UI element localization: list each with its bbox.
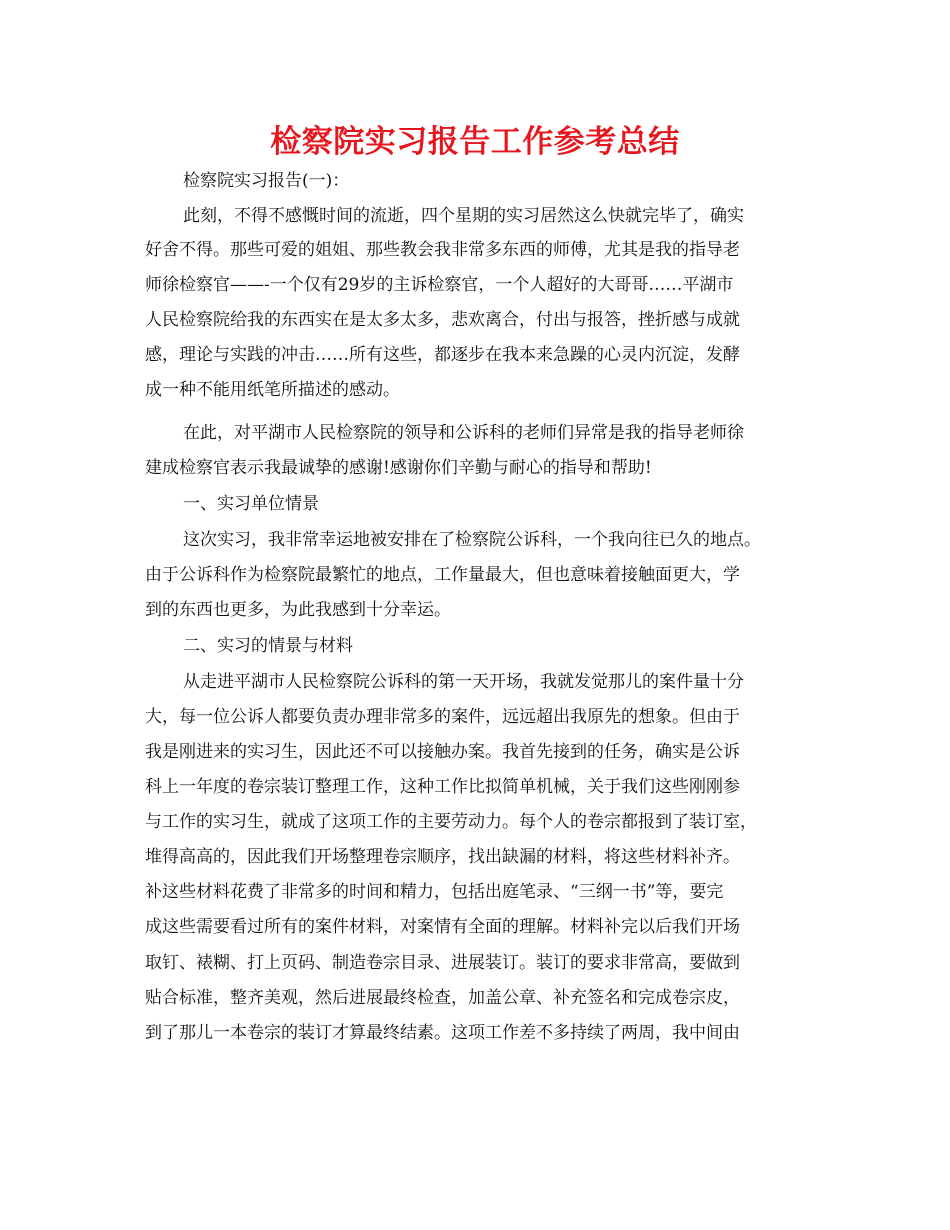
paragraph-line: 成一种不能用纸笔所描述的感动。 [145,380,400,400]
section-heading-internship-content: 二、实习的情景与材料 [183,636,353,656]
paragraph-line: 科上一年度的卷宗装订整理工作，这种工作比拟简单机械，关于我们这些刚刚参 [145,777,740,797]
paragraph-line: 到了那儿一本卷宗的装订才算最终结素。这项工作差不多持续了两周，我中间由 [145,1023,740,1043]
paragraph-line: 贴合标准，整齐美观，然后进展最终检查，加盖公章、补充签名和完成卷宗皮， [145,988,740,1008]
paragraph-line: 到的东西也更多，为此我感到十分幸运。 [145,600,451,620]
paragraph-line: 感，理论与实践的冲击……所有这些，都逐步在我本来急躁的心灵内沉淀，发酵 [145,345,740,365]
paragraph-line: 取钉、裱糊、打上页码、制造卷宗目录、进展装订。装订的要求非常高，要做到 [145,953,740,973]
paragraph-line: 堆得高高的，因此我们开场整理卷宗顺序，找出缺漏的材料，将这些材料补齐。 [145,847,740,867]
paragraph-line: 我是刚进来的实习生，因此还不可以接触办案。我首先接到的任务，确实是公诉 [145,742,740,762]
paragraph-line: 人民检察院给我的东西实在是太多太多，悲欢离合，付出与报答，挫折感与成就 [145,310,740,330]
paragraph-line: 成这些需要看过所有的案件材料，对案情有全面的理解。材料补完以后我们开场 [145,917,740,937]
paragraph-line: 这次实习，我非常幸运地被安排在了检察院公诉科，一个我向往已久的地点。 [183,530,761,550]
paragraph-line: 从走进平湖市人民检察院公诉科的第一天开场，我就发觉那儿的案件量十分 [183,672,744,692]
document-title: 检察院实习报告工作参考总结 [270,124,680,160]
section-heading-report-one: 检察院实习报告(一)： [183,171,350,191]
paragraph-line: 建成检察官表示我最诚挚的感谢!感谢你们辛勤与耐心的指导和帮助! [145,458,652,478]
paragraph-line: 大，每一位公诉人都要负责办理非常多的案件，远远超出我原先的想象。但由于 [145,707,740,727]
paragraph-line: 与工作的实习生，就成了这项工作的主要劳动力。每个人的卷宗都报到了装订室， [145,812,757,832]
paragraph-line: 补这些材料花费了非常多的时间和精力，包括出庭笔录、“三纲一书”等，要完 [145,882,724,902]
section-heading-internship-unit: 一、实习单位情景 [183,494,319,514]
paragraph-line: 由于公诉科作为检察院最繁忙的地点，工作量最大，但也意味着接触面更大，学 [145,565,740,585]
paragraph-line: 好舍不得。那些可爱的姐姐、那些教会我非常多东西的师傅，尤其是我的指导老 [145,240,740,260]
paragraph-line: 师徐检察官——-一个仅有29岁的主诉检察官，一个人超好的大哥哥……平湖市 [145,275,734,295]
paragraph-line: 在此，对平湖市人民检察院的领导和公诉科的老师们异常是我的指导老师徐 [183,423,744,443]
paragraph-line: 此刻，不得不感慨时间的流逝，四个星期的实习居然这么快就完毕了，确实 [183,206,744,226]
